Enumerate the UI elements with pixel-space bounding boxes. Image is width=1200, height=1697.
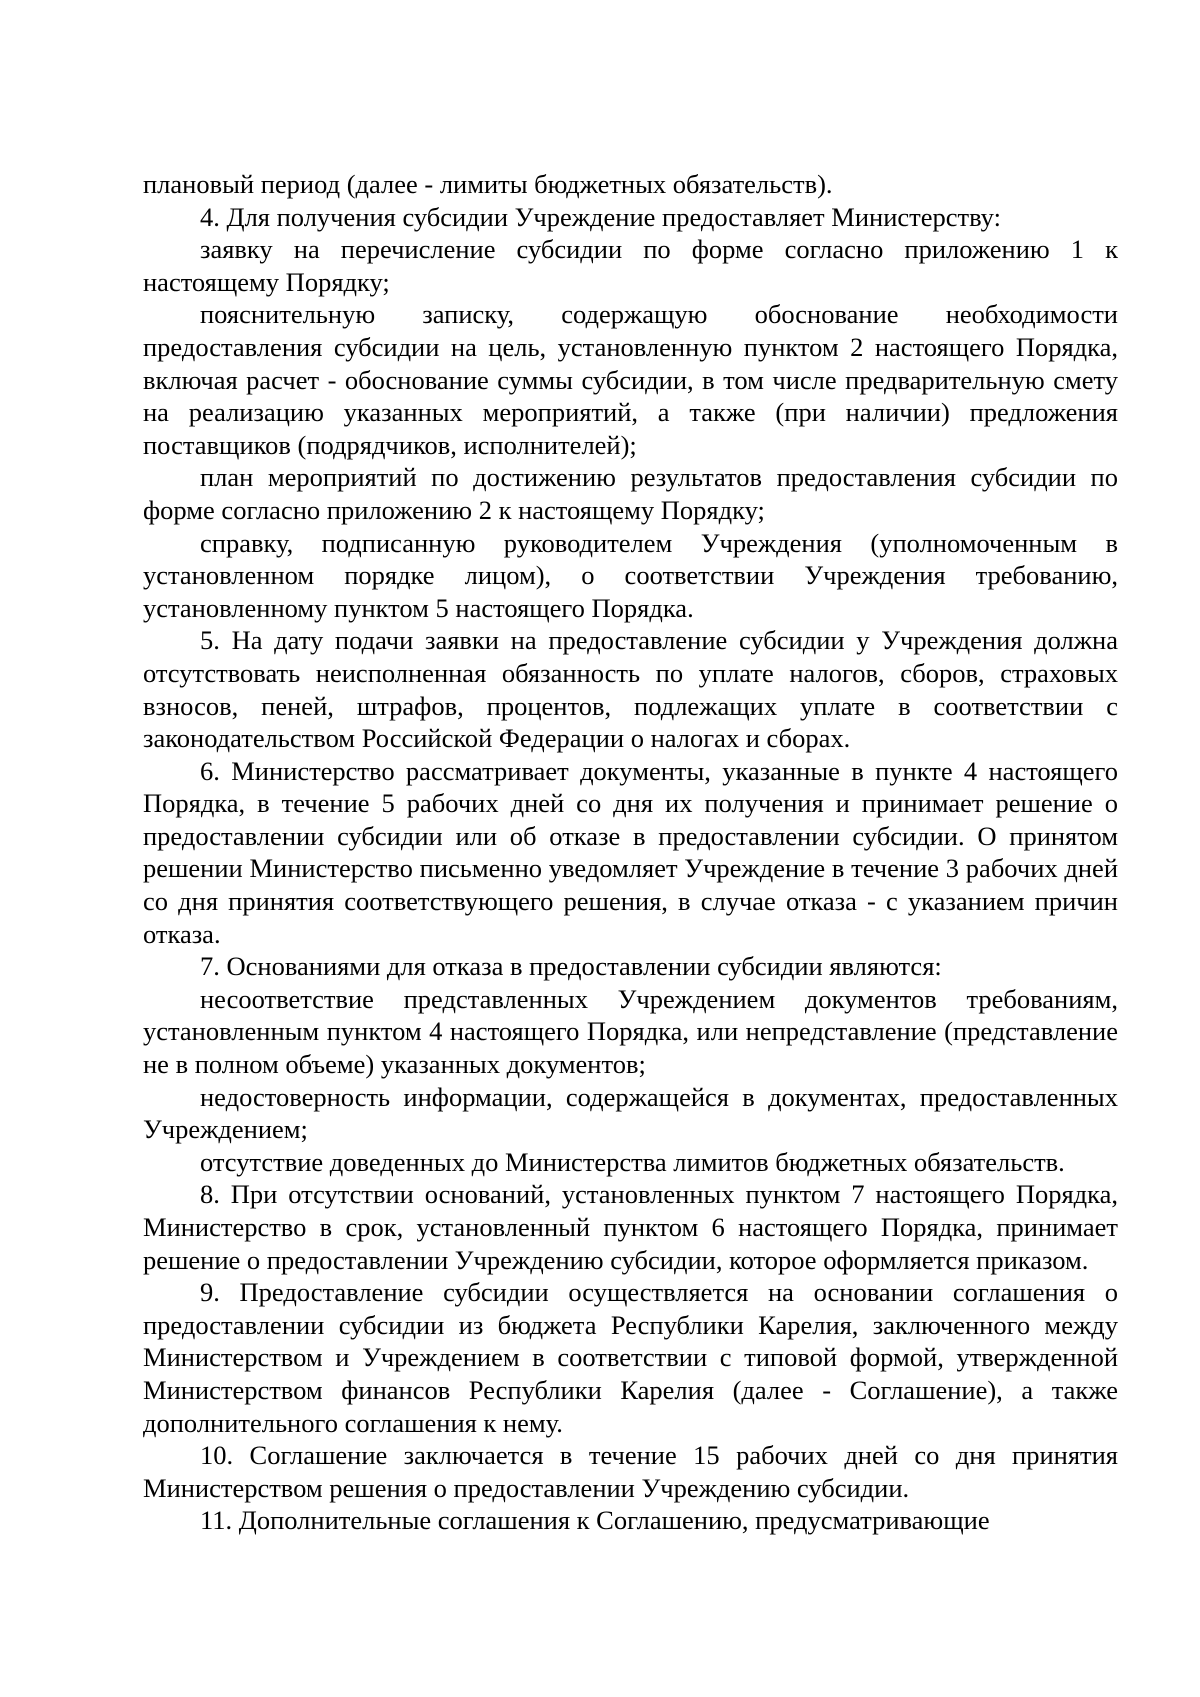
paragraph-unreliability: недостоверность информации, содержащейся в документах, предоставленных Учреждением; [143,1081,1118,1145]
paragraph-item-5: 5. На дату подачи заявки на предоставление субсидии у Учреждения должна отсутствовать неисполненная обязанность по уплате налогов, сборов, страховых взносов, пеней, штрафов, процентов, подлежащих уплате в соответствии с законодательством Российской Федерации о налогах и сборах. [143,625,1118,754]
paragraph-certificate: справку, подписанную руководителем Учреждения (уполномоченным в установленном порядке лицом), о соответствии Учреждения требованию, установленному пунктом 5 настоящего Порядка. [143,527,1118,623]
paragraph-noncompliance: несоответствие представленных Учреждением документов требованиям, установленным пунктом 4 настоящего Порядка, или непредставление (представление не в полном объеме) указанных документов; [143,983,1118,1080]
paragraph-item-10: 10. Соглашение заключается в течение 15 рабочих дней со дня принятия Министерством решения о предоставлении Учреждению субсидии. [143,1440,1118,1503]
paragraph-no-limits: отсутствие доведенных до Министерства лимитов бюджетных обязательств. [200,1146,1065,1177]
document-body [143,168,1118,1537]
paragraph-continuation: плановый период (далее - лимиты бюджетных обязательств). [143,169,833,199]
paragraph-application: заявку на перечисление субсидии по форме согласно приложению 1 к настоящему Порядку; [143,234,1118,297]
paragraph-action-plan: план мероприятий по достижению результатов предоставления субсидии по форме согласно приложению 2 к настоящему Порядку; [143,462,1118,525]
paragraph-item-11: 11. Дополнительные соглашения к Соглашению, предусматривающие [200,1505,990,1536]
paragraph-item-8: 8. При отсутствии оснований, установленных пунктом 7 настоящего Порядка, Министерство в срок, установленный пунктом 6 настоящего Порядка, принимает решение о предоставлении Учреждению субсидии, которое оформляется приказом. [143,1179,1118,1275]
paragraph-item-9: 9. Предоставление субсидии осуществляется на основании соглашения о предоставлении субсидии из бюджета Республики Карелия, заключенного между Министерством и Учреждением в соответствии с типовой формой, утвержденной Министерством финансов Республики Карелия (далее - Соглашение), а также дополнительного соглашения к нему. [143,1277,1118,1438]
paragraph-item-4: 4. Для получения субсидии Учреждение предоставляет Министерству: [200,201,1001,232]
paragraph-explanatory-note: пояснительную записку, содержащую обоснование необходимости предоставления субсидии на цель, установленную пунктом 2 настоящего Порядка, включая расчет - обоснование суммы субсидии, в том числе предварительную смету на реализацию указанных мероприятий, а также (при наличии) предложения поставщиков (подрядчиков, исполнителей); [143,299,1118,460]
paragraph-item-7: 7. Основаниями для отказа в предоставлении субсидии являются: [200,951,942,982]
paragraph-item-6: 6. Министерство рассматривает документы, указанные в пункте 4 настоящего Порядка, в течение 5 рабочих дней со дня их получения и принимает решение о предоставлении субсидии или об отказе в предоставлении субсидии. О принятом решении Министерство письменно уведомляет Учреждение в течение 3 рабочих дней со дня принятия соответствующего решения, в случае отказа - с указанием причин отказа. [143,755,1118,949]
